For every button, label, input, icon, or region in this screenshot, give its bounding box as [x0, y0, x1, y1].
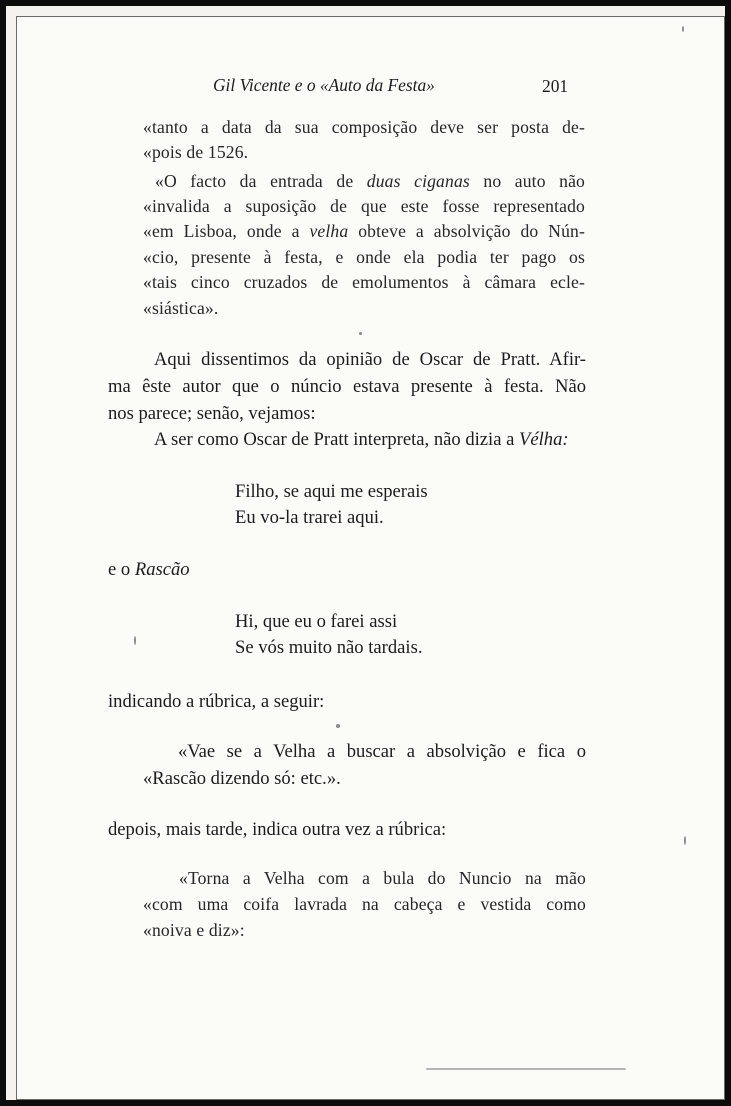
citation-line-3	[143, 223, 585, 241]
scan-speck	[684, 836, 686, 845]
indicating-line: indicando a rúbrica, a seguir:	[108, 691, 325, 712]
body-line-2: ma êste autor que o núncio estava presente à festa. Não	[108, 376, 586, 397]
rubric-one-line-1: «Vae se a Velha a buscar a absolvição e fica o	[178, 741, 586, 762]
scan-speck	[359, 332, 362, 335]
running-title: Gil Vicente e o «Auto da Festa»	[213, 75, 435, 95]
rubric-two-line-1: «Torna a Velha com a bula do Nuncio na mão	[179, 868, 586, 888]
citation-line-2: «invalida a suposição de que este fosse representado	[143, 196, 585, 216]
citation-line-1	[155, 173, 585, 191]
verse-rascao-line-1: Hi, que eu o farei assi	[235, 611, 398, 632]
rubric-one-line-2: «Rascão dizendo só: etc.».	[143, 768, 341, 789]
scan-speck	[336, 724, 340, 728]
later-line: depois, mais tarde, indica outra vez a rúbrica:	[108, 819, 447, 840]
connector-prefix: e o	[108, 559, 135, 580]
scan-speck	[682, 26, 684, 32]
rubric-two-line-2: «com uma coifa lavrada na cabeça e vestida como	[143, 894, 586, 914]
citation-line-1-start: «O facto da entrada de	[155, 171, 367, 191]
citation-opening-line-2: «pois de 1526.	[143, 142, 249, 162]
verse-velha-line-2: Eu vo-la trarei aqui.	[235, 507, 384, 528]
citation-line-6: «siástica».	[143, 298, 219, 318]
body-italic-velha: Vélha:	[519, 429, 569, 450]
citation-opening-line-1: «tanto a data da sua composição deve ser posta de-	[143, 117, 585, 137]
citation-italic-duas-ciganas: duas ciganas	[366, 171, 470, 191]
connector-italic-rascao: Rascão	[134, 559, 190, 580]
scan-speck	[426, 1068, 626, 1070]
body-line-3: nos parece; senão, vejamos:	[108, 403, 316, 424]
connector-rascao	[108, 561, 190, 580]
page-number: 201	[542, 76, 569, 96]
scan-speck	[134, 636, 136, 645]
citation-line-3-end: obteve a absolvição do Nún-	[348, 221, 586, 241]
citation-line-5: «tais cinco cruzados de emolumentos à câmara ecle-	[143, 272, 585, 292]
body-line-4	[154, 431, 569, 450]
verse-velha-line-1: Filho, se aqui me esperais	[235, 481, 428, 502]
citation-italic-velha: velha	[309, 221, 349, 241]
rubric-two-line-3: «noiva e diz»:	[143, 920, 245, 940]
body-line-1: Aqui dissentimos da opinião de Oscar de Pratt. Afir-	[154, 349, 586, 370]
verse-rascao-line-2: Se vós muito não tardais.	[235, 637, 423, 658]
citation-line-3-start: «em Lisboa, onde a	[143, 221, 310, 241]
citation-line-1-end: no auto não	[469, 171, 585, 191]
citation-line-4: «cio, presente à festa, e onde ela podia ter pago os	[143, 247, 585, 267]
body-line-4-text: A ser como Oscar de Pratt interpreta, não dizia a	[154, 429, 520, 450]
